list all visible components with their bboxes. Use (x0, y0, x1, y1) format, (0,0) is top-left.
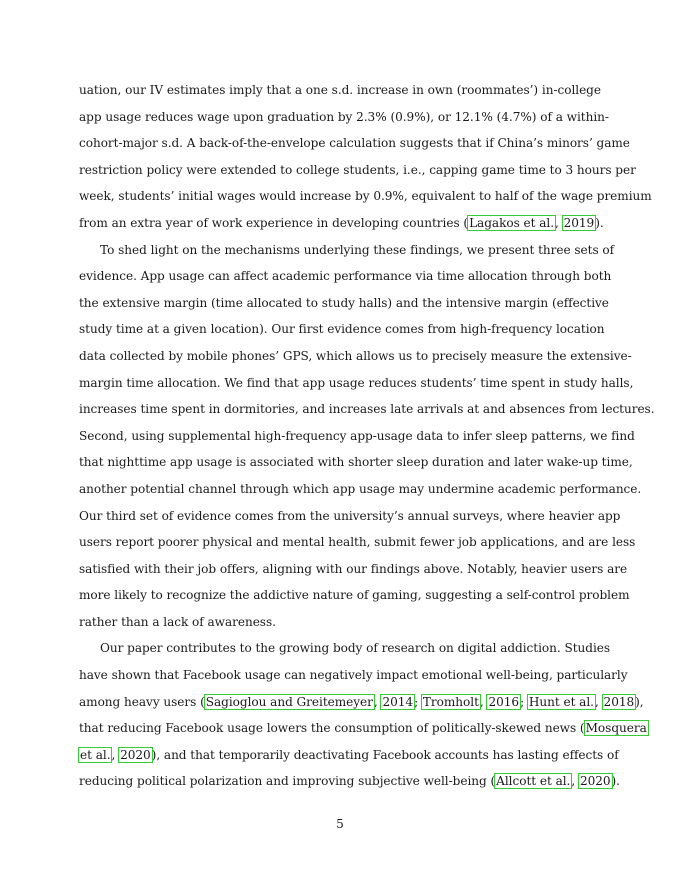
text-segment: study time at a given location). Our first evidence comes from high-frequency location (79, 322, 605, 337)
text-line (79, 582, 630, 609)
text-segment: ; (414, 694, 422, 709)
text-segment: , (571, 774, 579, 789)
text-line (79, 449, 633, 476)
citation-link[interactable]: Hunt et al. (528, 694, 594, 709)
citation-link[interactable]: Lagakos et al. (469, 215, 555, 230)
text-line (79, 609, 601, 636)
text-line (79, 183, 652, 210)
text-line (79, 130, 630, 157)
citation-link[interactable]: Allcott et al. (496, 774, 571, 789)
text-line (79, 396, 655, 423)
text-segment: rather than a lack of awareness. (79, 614, 276, 629)
citation-link[interactable]: 2014 (382, 694, 414, 709)
citation-link[interactable]: 2020 (120, 747, 151, 762)
text-segment: Our paper contributes to the growing body of research on digital addiction. Studies (100, 641, 611, 656)
text-line (79, 715, 647, 742)
text-line (79, 77, 601, 104)
text-segment: among heavy users ( (79, 694, 205, 709)
text-line (79, 370, 634, 397)
citation-link[interactable]: Tromholt (422, 694, 479, 709)
citation-link[interactable]: Sagioglou and Greitemeyer (205, 694, 373, 709)
text-segment: , (555, 215, 563, 230)
text-segment: , (111, 747, 120, 762)
citation-link[interactable]: 2019 (563, 215, 595, 230)
text-segment: another potential channel through which app usage may undermine academic performance. (79, 481, 642, 496)
text-line (79, 529, 636, 556)
text-line (79, 662, 628, 689)
text-segment: Our third set of evidence comes from the university’s annual surveys, where heavier app (79, 508, 621, 523)
text-segment: ), (635, 694, 644, 709)
text-segment: , (373, 694, 382, 709)
text-line (79, 556, 628, 583)
text-segment: evidence. App usage can affect academic performance via time allocation through both (79, 269, 612, 284)
text-segment: , (594, 694, 603, 709)
text-line (79, 210, 604, 237)
paragraph-continued (79, 77, 652, 237)
text-segment: cohort-major s.d. A back-of-the-envelope calculation suggests that if China’s minors’ game (79, 136, 630, 151)
paper-body (79, 77, 655, 795)
text-segment: data collected by mobile phones’ GPS, which allows us to precisely measure the extensive- (79, 348, 632, 363)
text-segment: To shed light on the mechanisms underlying these findings, we present three sets of (100, 242, 615, 257)
text-line (79, 503, 621, 530)
text-segment: have shown that Facebook usage can negatively impact emotional well-being, particularly (79, 668, 628, 683)
text-segment: reducing political polarization and improving subjective well-being ( (79, 774, 496, 789)
text-segment: Second, using supplemental high-frequency app-usage data to infer sleep patterns, we find (79, 428, 635, 443)
citation-link[interactable]: 2016 (488, 694, 520, 709)
text-segment: ; (520, 694, 528, 709)
text-segment: that reducing Facebook usage lowers the consumption of politically-skewed news ( (79, 721, 585, 736)
text-line (79, 157, 636, 184)
citation-link[interactable]: et al. (80, 747, 111, 762)
paragraph-mechanisms (79, 237, 655, 636)
citation-link[interactable]: 2020 (579, 774, 611, 789)
text-segment: margin time allocation. We find that app usage reduces students’ time spent in study halls, (79, 375, 634, 390)
text-line (79, 316, 605, 343)
text-line (79, 476, 642, 503)
text-line (79, 290, 609, 317)
text-segment: increases time spent in dormitories, and increases late arrivals at and absences from lectures. (79, 402, 655, 417)
text-line (79, 423, 635, 450)
paragraph-contributions (79, 635, 647, 795)
text-segment: uation, our IV estimates imply that a one s.d. increase in own (roommates’) in-college (79, 83, 601, 97)
text-segment: from an extra year of work experience in developing countries ( (79, 215, 469, 230)
text-segment: ). (611, 774, 620, 789)
text-line (79, 635, 611, 662)
text-segment: restriction policy were extended to college students, i.e., capping game time to 3 hours per (79, 162, 636, 177)
text-segment: , (479, 694, 488, 709)
text-segment: week, students’ initial wages would increase by 0.9%, equivalent to half of the wage premium (79, 189, 652, 204)
text-line (79, 263, 612, 290)
text-line (79, 689, 644, 716)
text-line (79, 104, 609, 131)
text-line (79, 768, 620, 795)
citation-link[interactable]: Mosquera (585, 721, 647, 736)
text-line (79, 742, 619, 769)
page-number: 5 (336, 817, 344, 831)
text-segment: more likely to recognize the addictive nature of gaming, suggesting a self-control problem (79, 588, 630, 603)
text-segment: users report poorer physical and mental health, submit fewer job applications, and are less (79, 535, 636, 550)
text-segment: the extensive margin (time allocated to study halls) and the intensive margin (effective (79, 295, 609, 310)
citation-link[interactable]: 2018 (603, 694, 635, 709)
text-segment: ), and that temporarily deactivating Facebook accounts has lasting effects of (151, 747, 619, 762)
text-segment: ). (595, 215, 604, 230)
text-segment: app usage reduces wage upon graduation by 2.3% (0.9%), or 12.1% (4.7%) of a within- (79, 109, 609, 124)
text-segment: that nighttime app usage is associated with shorter sleep duration and later wake-up time, (79, 455, 633, 470)
text-line (79, 237, 615, 264)
text-line (79, 343, 632, 370)
text-segment: satisfied with their job offers, aligning with our findings above. Notably, heavier users are (79, 561, 628, 576)
